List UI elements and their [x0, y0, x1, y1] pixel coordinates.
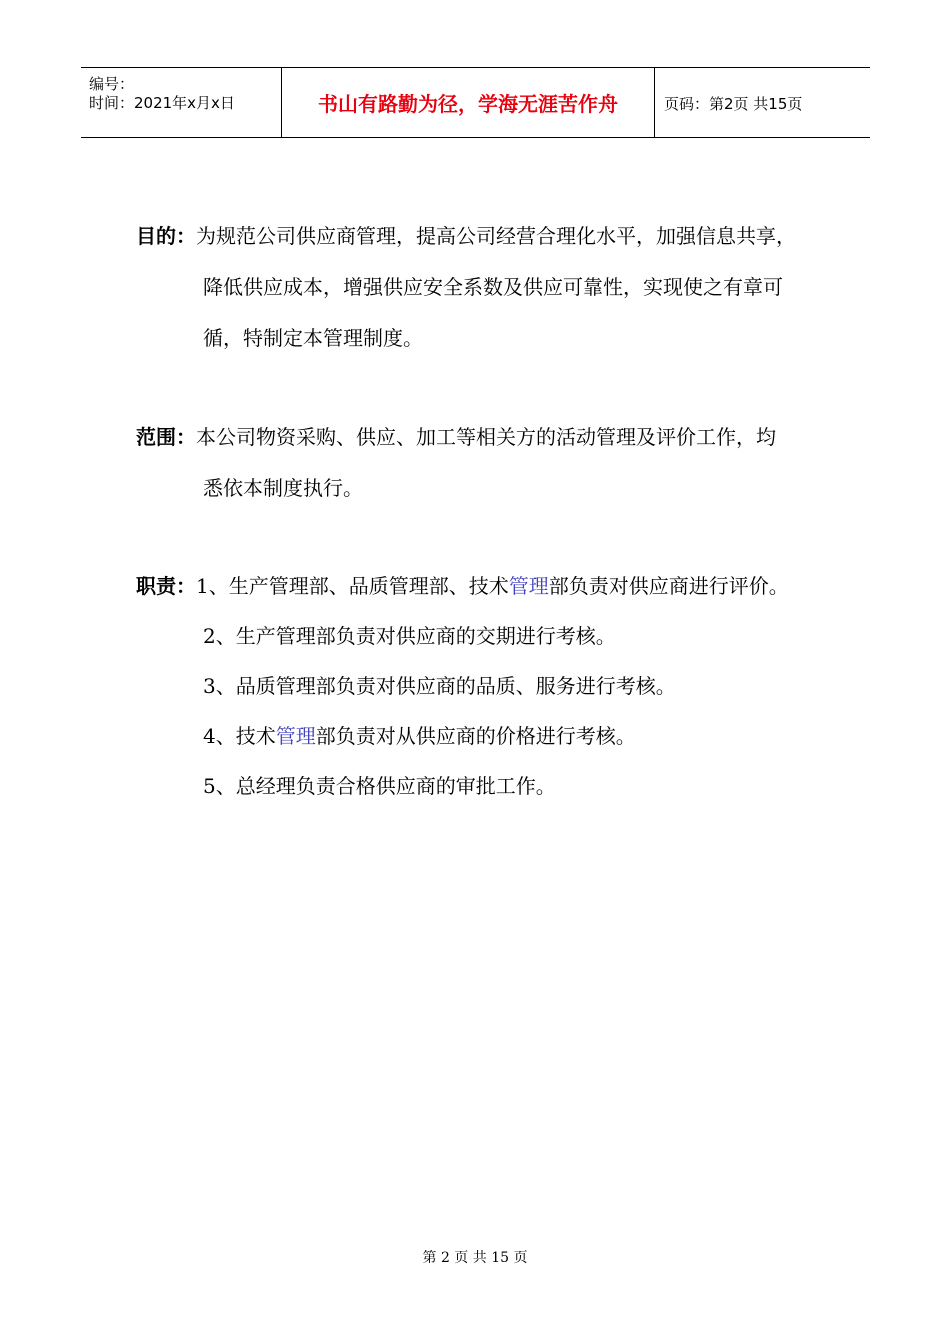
duty-item-4: 4、技术管理部负责对从供应商的价格进行考核。: [203, 724, 636, 748]
duty-item-1: 1、生产管理部、品质管理部、技术管理部负责对供应商进行评价。: [196, 574, 789, 598]
purpose-line-2: 降低供应成本，增强供应安全系数及供应可靠性，实现使之有章可: [203, 275, 783, 299]
purpose-line-3: 循，特制定本管理制度。: [203, 326, 423, 350]
scope-line-1: 本公司物资采购、供应、加工等相关方的活动管理及评价工作，均: [196, 425, 776, 449]
header-page-info: 页码：第2页 共15页: [664, 95, 803, 113]
number-label: 编号：: [89, 75, 135, 93]
page-footer: 第 2 页 共 15 页: [422, 1250, 528, 1266]
duty-item-2: 2、生产管理部负责对供应商的交期进行考核。: [203, 624, 616, 648]
header-motto: 书山有路勤为径，学海无涯苦作舟: [318, 92, 618, 116]
duty-item-5: 5、总经理负责合格供应商的审批工作。: [203, 774, 556, 798]
duty-item-3: 3、品质管理部负责对供应商的品质、服务进行考核。: [203, 674, 676, 698]
time-label: 时间：2021年x月x日: [89, 94, 235, 112]
purpose-label: 目的：: [136, 224, 196, 248]
scope-line-2: 悉依本制度执行。: [203, 476, 363, 500]
header-meta-cell: [81, 68, 281, 137]
document-header: [81, 67, 870, 138]
header-divider: [654, 68, 655, 137]
duty-label: 职责：: [136, 574, 196, 598]
duty-item-1-link[interactable]: 管理: [508, 574, 549, 598]
scope-label: 范围：: [136, 425, 196, 449]
purpose-line-1: 为规范公司供应商管理，提高公司经营合理化水平，加强信息共享，: [196, 224, 796, 248]
duty-item-4-link[interactable]: 管理: [275, 724, 316, 748]
